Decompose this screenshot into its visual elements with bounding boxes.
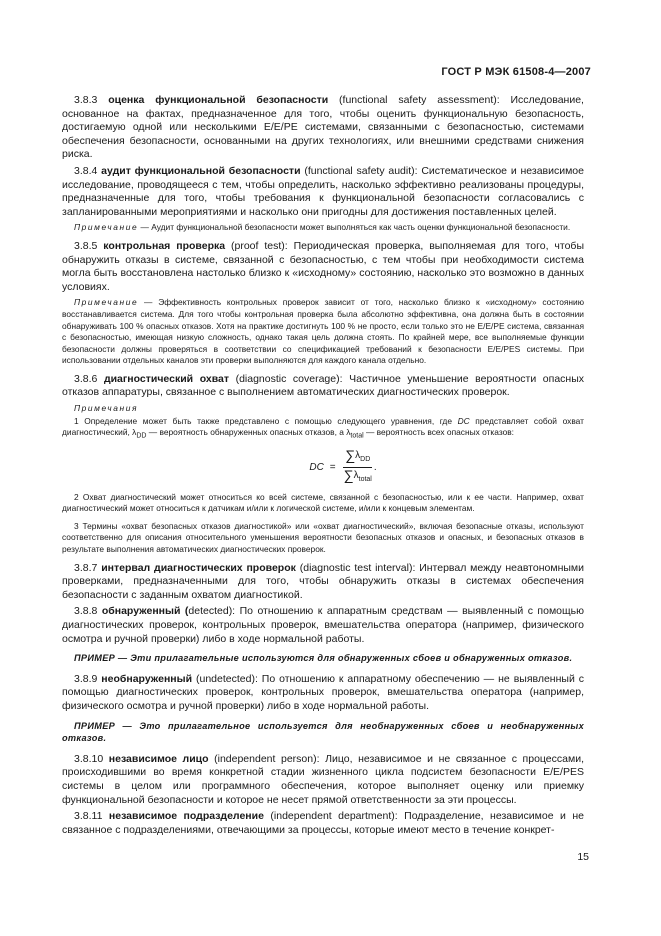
clause-3-8-5: 3.8.5 контрольная проверка (proof test): Периодическая проверка, выполняемая для того, чтобы обнаружить отказы в системе, связанной с безопасностью, с тем чтобы при необходимости система могла быть восстановлена настолько близко к «исходному» состоянию, насколько это возможно в данных условиях.: [62, 239, 584, 293]
document-body: [62, 94, 584, 840]
clause-3-8-6: 3.8.6 диагностический охват (diagnostic coverage): Частичное уменьшение вероятности опасных отказов аппаратуры, связанное с выполнением автоматических диагностических проверок.: [62, 372, 584, 399]
clause-3-8-8: 3.8.8 обнаруженный (detected): По отношению к аппаратным средствам — выявленный с помощью диагностических проверок, контрольных проверок, вмешательства оператора (например, физического осмотра и ручной проверки) либо в ходе нормальной работы.: [62, 605, 584, 645]
note-3-8-6-2: 2 Охват диагностический может относиться ко всей системе, связанной с безопасностью, или к ее части. Например, охват диагностический может относиться к датчикам и/или к логической системе, и/или к концевым элементам.: [62, 491, 584, 514]
notes-heading: Примечания: [74, 403, 139, 414]
term-heading: контрольная проверка: [103, 239, 226, 252]
numerator: $\sum\lambda_{DD}$: [343, 449, 372, 469]
note-3-8-6-1: 1 Определение может быть также представлено с помощью следующего уравнения, где DC представляет собой охват диагностический, $\lambda_{DD}$ — вероятность обнаруженных опасных отказов, а $\lambda_{total}$ — вероятность всех опасных отказов:: [62, 415, 584, 440]
term-heading: интервал диагностических проверок: [101, 561, 296, 574]
clause-3-8-3: 3.8.3 оценка функциональной безопасности (functional safety assessment): Исследование, основанное на фактах, предназначенное для того, чтобы оценить функциональную безопасность, достигаемую одной или несколькими Е/Е/РЕ системами, связанными с безопасностью, системами обеспечения безопасности, основанными на других технологиях, или внешними средствами снижения риска.: [62, 94, 584, 161]
clause-3-8-11: 3.8.11 независимое подразделение (independent department): Подразделение, независимое и не связанное с подразделениями, отвечающими за процессы, которые имеют место в течение конкрет-: [62, 810, 584, 836]
term-heading: необнаруженный: [101, 672, 193, 685]
dc-formula: DC = $\frac{\sum\lambda_{DD}}{\sum\lambda_{total}}$ .: [102, 449, 584, 487]
standard-header: ГОСТ Р МЭК 61508-4—2007: [441, 66, 591, 78]
fraction: [342, 446, 374, 487]
note-3-8-5: Примечание — Эффективность контрольных проверок зависит от того, насколько близко к «исходному» состоянию восстанавливается система. Для того чтобы контрольная проверка была абсолютно эффективна, она должна быть в состоянии обнаруживать 100 % опасных отказов. Хотя на практике достигнуть 100 % не просто, если только это не Е/Е/РЕ система, связанная с безопасностью, имеющая низкую сложность, однако такая цель должна стоять. По крайней мере, все выполняемые функции безопасности должны проверяться в соответствии со спецификацией требований к безопасности Е/Е/РЕS системы. При использовании отдельных каналов эти проверки выполняются для каждого канала отдельно.: [62, 297, 584, 366]
term-heading: аудит функциональной безопасности: [101, 164, 301, 177]
term-heading: независимое подразделение: [108, 810, 264, 823]
note-3-8-6-3: 3 Термины «охват безопасных отказов диагностикой» или «охват диагностический», включая безопасные отказы, используют соответственно для описания относительного уменьшения вероятности безопасных отказов и опасных, и безопасных отказов в результате выполнения автоматических диагностических проверок.: [62, 520, 584, 555]
clause-3-8-4: 3.8.4 аудит функциональной безопасности (functional safety audit): Систематическое и независимое исследование, проводящееся с тем, чтобы определить, насколько эффективно реализованы процедуры, предназначенные для того, чтобы требования к функциональной безопасности согласовались с запланированными мероприятиями и насколько они пригодны для достижения поставленных целей.: [62, 164, 584, 218]
term-heading: оценка функциональной безопасности: [108, 94, 329, 106]
term-heading: обнаруженный (: [101, 605, 189, 618]
denominator: $\sum\lambda_{total}$: [343, 467, 372, 484]
term-heading: диагностический охват: [103, 372, 229, 385]
page-number: 15: [577, 851, 589, 863]
clause-3-8-10: 3.8.10 независимое лицо (independent person): Лицо, независимое и не связанное с процессами, происходившими во время конкретной стадии жизненного цикла подсистем безопасности Е/Е/РЕS системы в целом или программного обеспечения, которое выполняет оценку или приемку функциональной безопасности и которое не несет прямой ответственности за эти процессы.: [62, 752, 584, 806]
clause-3-8-9: 3.8.9 необнаруженный (undetected): По отношению к аппаратному обеспечению — не выявленный с помощью диагностических проверок, контрольных проверок, вмешательства оператора (например, физического осмотра и ручной проверки) либо в ходе нормальной работы.: [62, 672, 584, 713]
example-3-8-9: ПРИМЕР — Это прилагательное используется для необнаруженных сбоев и необнаруженных отказов.: [62, 720, 584, 744]
note-3-8-4: Примечание — Аудит функциональной безопасности может выполняться как часть оценки функциональной безопасности.: [74, 222, 571, 233]
example-3-8-8: ПРИМЕР — Эти прилагательные используются для обнаруженных сбоев и обнаруженных отказов.: [74, 653, 573, 664]
clause-3-8-7: 3.8.7 интервал диагностических проверок (diagnostic test interval): Интервал между неавтономными проверками, предназначенными для того, чтобы обнаружить отказы в системах обеспечения безопасности с заданным охватом диагностикой.: [62, 561, 585, 601]
term-heading: независимое лицо: [108, 752, 209, 765]
